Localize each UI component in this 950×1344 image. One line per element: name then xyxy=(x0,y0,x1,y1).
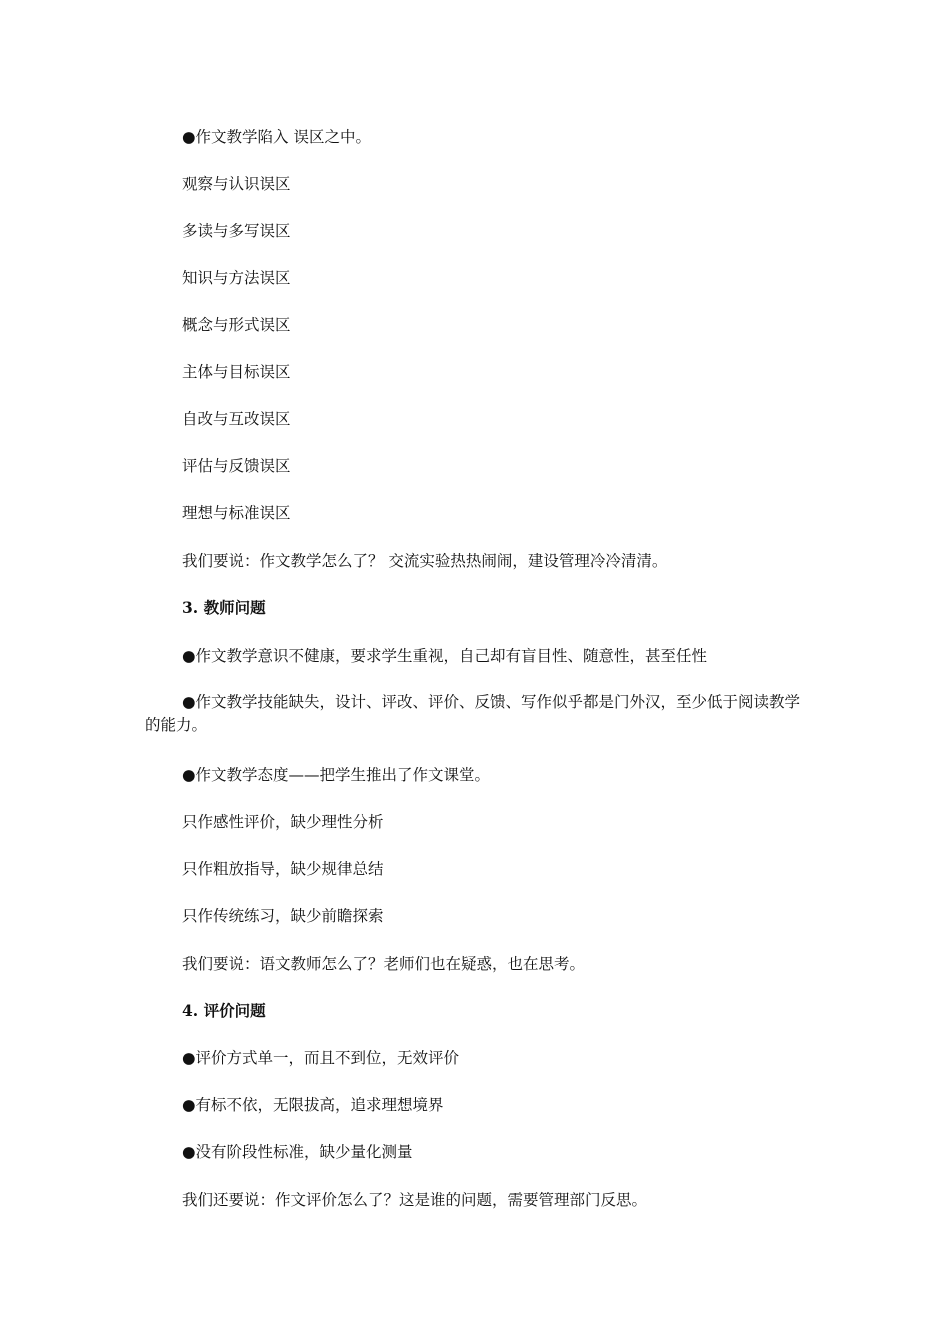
paragraph: 我们要说：作文教学怎么了？ 交流实验热热闹闹，建设管理冷冷清清。 xyxy=(182,552,668,570)
paragraph: 我们还要说：作文评价怎么了？这是谁的问题，需要管理部门反思。 xyxy=(182,1191,648,1209)
list-item: 观察与认识误区 xyxy=(182,175,291,193)
bullet-item: ●有标不依，无限拔高，追求理想境界 xyxy=(182,1096,444,1114)
paragraph: 我们要说：语文教师怎么了？老师们也在疑惑，也在思考。 xyxy=(182,955,586,973)
list-item: 主体与目标误区 xyxy=(182,363,291,381)
bullet-item: ●评价方式单一，而且不到位，无效评价 xyxy=(182,1049,460,1067)
list-item: 只作粗放指导，缺少规律总结 xyxy=(182,860,384,878)
list-item: 知识与方法误区 xyxy=(182,269,291,287)
bullet-misconceptions: ●作文教学陷入 误区之中。 xyxy=(182,128,371,146)
section-heading-evaluation: 4. 评价问题 xyxy=(182,1001,266,1020)
bullet-item-wrapped: ●作文教学技能缺失，设计、评改、评价、反馈、写作似乎都是门外汉，至少低于阅读教学的能力。 xyxy=(145,693,801,734)
bullet-item: ●没有阶段性标准，缺少量化测量 xyxy=(182,1143,413,1161)
list-item: 理想与标准误区 xyxy=(182,504,291,522)
section-heading-teacher: 3. 教师问题 xyxy=(182,598,266,617)
bullet-item: ●作文教学态度——把学生推出了作文课堂。 xyxy=(182,766,491,784)
list-item: 多读与多写误区 xyxy=(182,222,291,240)
list-item: 评估与反馈误区 xyxy=(182,457,291,475)
list-item: 概念与形式误区 xyxy=(182,316,291,334)
bullet-item: ●作文教学意识不健康，要求学生重视，自己却有盲目性、随意性，甚至任性 xyxy=(182,647,708,665)
list-item: 只作感性评价，缺少理性分析 xyxy=(182,813,384,831)
list-item: 只作传统练习，缺少前瞻探索 xyxy=(182,907,384,925)
list-item: 自改与互改误区 xyxy=(182,410,291,428)
